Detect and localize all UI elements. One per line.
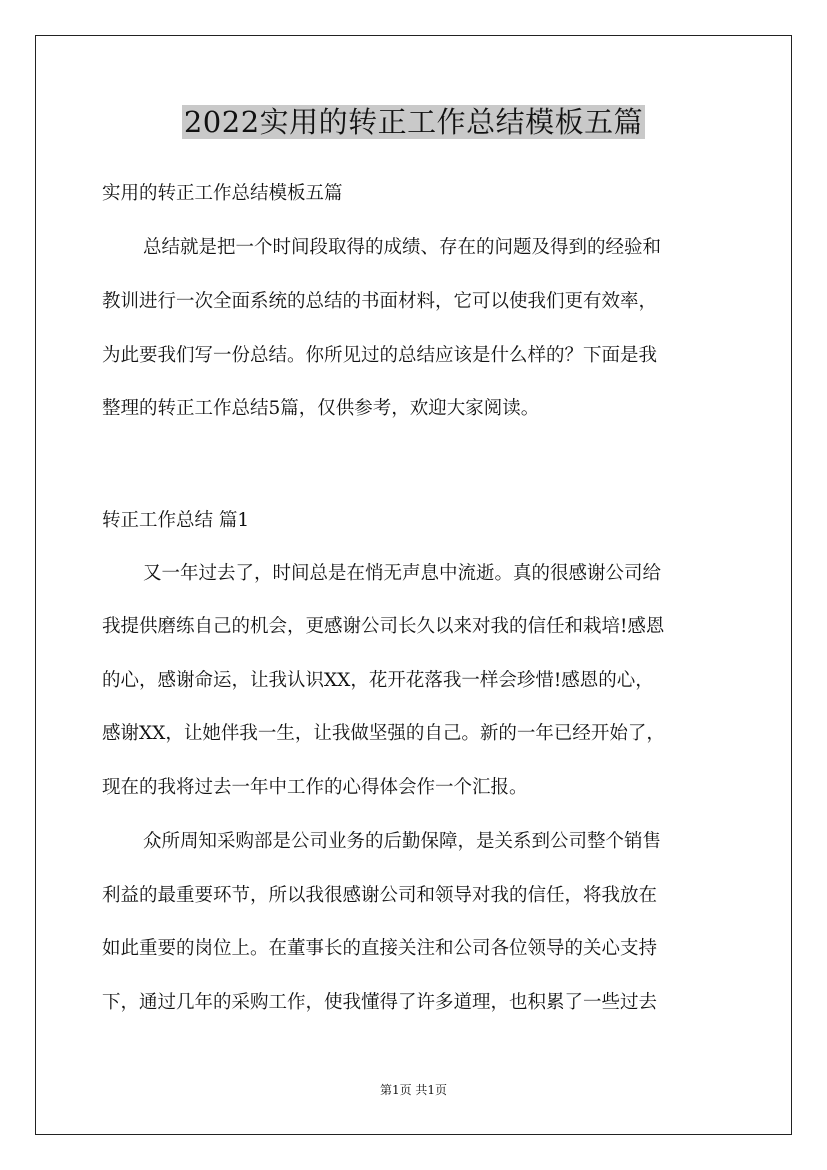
document-subtitle: 实用的转正工作总结模板五篇 bbox=[102, 183, 343, 204]
paragraph2-line-4: 下，通过几年的采购工作，使我懂得了许多道理，也积累了一些过去 bbox=[102, 992, 658, 1013]
paragraph2-line-3: 如此重要的岗位上。在董事长的直接关注和公司各位领导的关心支持 bbox=[102, 938, 658, 959]
intro-line-4: 整理的转正工作总结5篇，仅供参考，欢迎大家阅读。 bbox=[102, 398, 540, 419]
paragraph1-line-5: 现在的我将过去一年中工作的心得体会作一个汇报。 bbox=[102, 777, 528, 798]
intro-line-3: 为此要我们写一份总结。你所见过的总结应该是什么样的？下面是我 bbox=[102, 345, 658, 366]
document-title-text: 2022实用的转正工作总结模板五篇 bbox=[183, 105, 644, 139]
paragraph1-line-3: 的心，感谢命运，让我认识XX，花开花落我一样会珍惜!感恩的心， bbox=[102, 670, 654, 691]
paragraph2-line-1: 众所周知采购部是公司业务的后勤保障，是关系到公司整个销售 bbox=[143, 831, 662, 852]
paragraph2-line-2: 利益的最重要环节，所以我很感谢公司和领导对我的信任，将我放在 bbox=[102, 885, 658, 906]
intro-line-2: 教训进行一次全面系统的总结的书面材料，它可以使我们更有效率， bbox=[102, 291, 658, 312]
page-footer: 第1页 共1页 bbox=[379, 1083, 448, 1097]
paragraph1-line-2: 我提供磨练自己的机会，更感谢公司长久以来对我的信任和栽培!感恩 bbox=[102, 616, 665, 637]
paragraph1-line-1: 又一年过去了，时间总是在悄无声息中流逝。真的很感谢公司给 bbox=[143, 563, 662, 584]
paragraph1-line-4: 感谢XX，让她伴我一生，让我做坚强的自己。新的一年已经开始了， bbox=[102, 723, 665, 744]
section-heading: 转正工作总结 篇1 bbox=[102, 510, 250, 531]
document-title bbox=[0, 102, 827, 142]
intro-line-1: 总结就是把一个时间段取得的成绩、存在的问题及得到的经验和 bbox=[143, 237, 662, 258]
